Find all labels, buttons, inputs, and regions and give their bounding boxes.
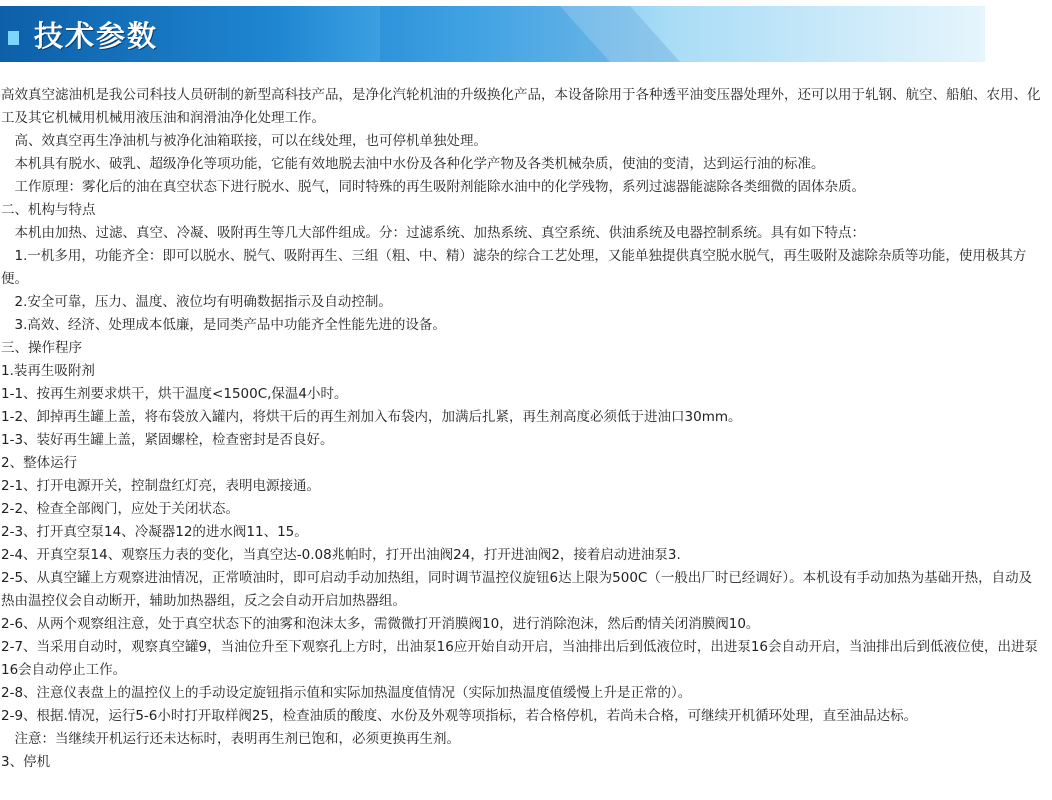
paragraph: 本机由加热、过滤、真空、冷凝、吸附再生等几大部件组成。分：过滤系统、加热系统、真空系统、供油系统及电器控制系统。具有如下特点：: [1, 225, 865, 241]
step-item: 2-4、开真空泵14、观察压力表的变化，当真空达-0.08兆帕时，打开出油阀24，打开进油阀2，接着启动进油泵3.: [1, 547, 681, 563]
step-item: 2-5、从真空罐上方观察进油情况，正常喷油时，即可启动手动加热组，同时调节温控仪旋钮6达上限为500C（一般出厂时已经调好）。本机设有手动加热为基础开热，自动及热由温控仪会自动断开，辅助加热器组，反之会自动开启加热器组。: [1, 570, 1033, 609]
list-item: 2.安全可靠，压力、温度、液位均有明确数据指示及自动控制。: [1, 294, 392, 310]
note: 注意：当继续开机运行还未达标时，表明再生剂已饱和，必须更换再生剂。: [1, 731, 460, 747]
section-title: 技术参数: [34, 19, 159, 53]
section-heading: 三、操作程序: [1, 340, 82, 356]
step-item: 1-1、按再生剂要求烘干，烘干温度<1500C,保温4小时。: [1, 386, 348, 402]
section-banner: [0, 6, 985, 62]
paragraph: 高效真空滤油机是我公司科技人员研制的新型高科技产品，是净化汽轮机油的升级换化产品，本设备除用于各种透平油变压器处理外，还可以用于轧钢、航空、船舶、农用、化工及其它机械用机械用液压油和润滑油净化处理工作。: [1, 87, 1041, 126]
step-item: 1-2、卸掉再生罐上盖，将布袋放入罐内，将烘干后的再生剂加入布袋内，加满后扎紧，再生剂高度必须低于进油口30mm。: [1, 409, 742, 425]
subsection-heading: 2、整体运行: [1, 455, 78, 471]
step-item: 2-3、打开真空泵14、冷凝器12的进水阀11、15。: [1, 524, 308, 540]
paragraph: 本机具有脱水、破乳、超级净化等项功能，它能有效地脱去油中水份及各种化学产物及各类机械杂质，使油的变清，达到运行油的标准。: [1, 156, 825, 172]
article-body: [1, 84, 1041, 774]
list-item: 1.一机多用，功能齐全：即可以脱水、脱气、吸附再生、三组（粗、中、精）滤杂的综合工艺处理，又能单独提供真空脱水脱气，再生吸附及滤除杂质等功能，使用极其方便。: [1, 248, 1027, 287]
chevron-decoration-icon: [380, 6, 680, 62]
step-item: 1-3、装好再生罐上盖，紧固螺栓，检查密封是否良好。: [1, 432, 334, 448]
step-item: 2-7、当采用自动时，观察真空罐9，当油位升至下观察孔上方时，出油泵16应开始自动开启，当油排出后到低液位时，出进泵16会自动开启，当油排出后到低液位使，出进泵16会自动停止工作。: [1, 639, 1038, 678]
step-item: 2-2、检查全部阀门，应处于关闭状态。: [1, 501, 240, 517]
step-item: 2-6、从两个观察组注意，处于真空状态下的油雾和泡沫太多，需微微打开消膜阀10，进行消除泡沫，然后酌情关闭消膜阀10。: [1, 616, 760, 632]
step-item: 2-1、打开电源开关，控制盘红灯亮，表明电源接通。: [1, 478, 321, 494]
section-heading: 二、机构与特点: [1, 202, 96, 218]
step-item: 2-9、根据.情况，运行5-6小时打开取样阀25，检查油质的酸度、水份及外观等项指标，若合格停机，若尚未合格，可继续开机循环处理，直至油品达标。: [1, 708, 918, 724]
banner-marker-icon: [8, 31, 19, 45]
paragraph: 高、效真空再生净油机与被净化油箱联接，可以在线处理，也可停机单独处理。: [1, 133, 487, 149]
subsection-heading: 3、停机: [1, 754, 51, 770]
step-item: 2-8、注意仪表盘上的温控仪上的手动设定旋钮指示值和实际加热温度值情况（实际加热温度值缓慢上升是正常的）。: [1, 685, 692, 701]
list-item: 3.高效、经济、处理成本低廉，是同类产品中功能齐全性能先进的设备。: [1, 317, 446, 333]
subsection-heading: 1.装再生吸附剂: [1, 363, 95, 379]
paragraph: 工作原理：雾化后的油在真空状态下进行脱水、脱气，同时特殊的再生吸附剂能除水油中的化学残物，系列过滤器能滤除各类细微的固体杂质。: [1, 179, 865, 195]
